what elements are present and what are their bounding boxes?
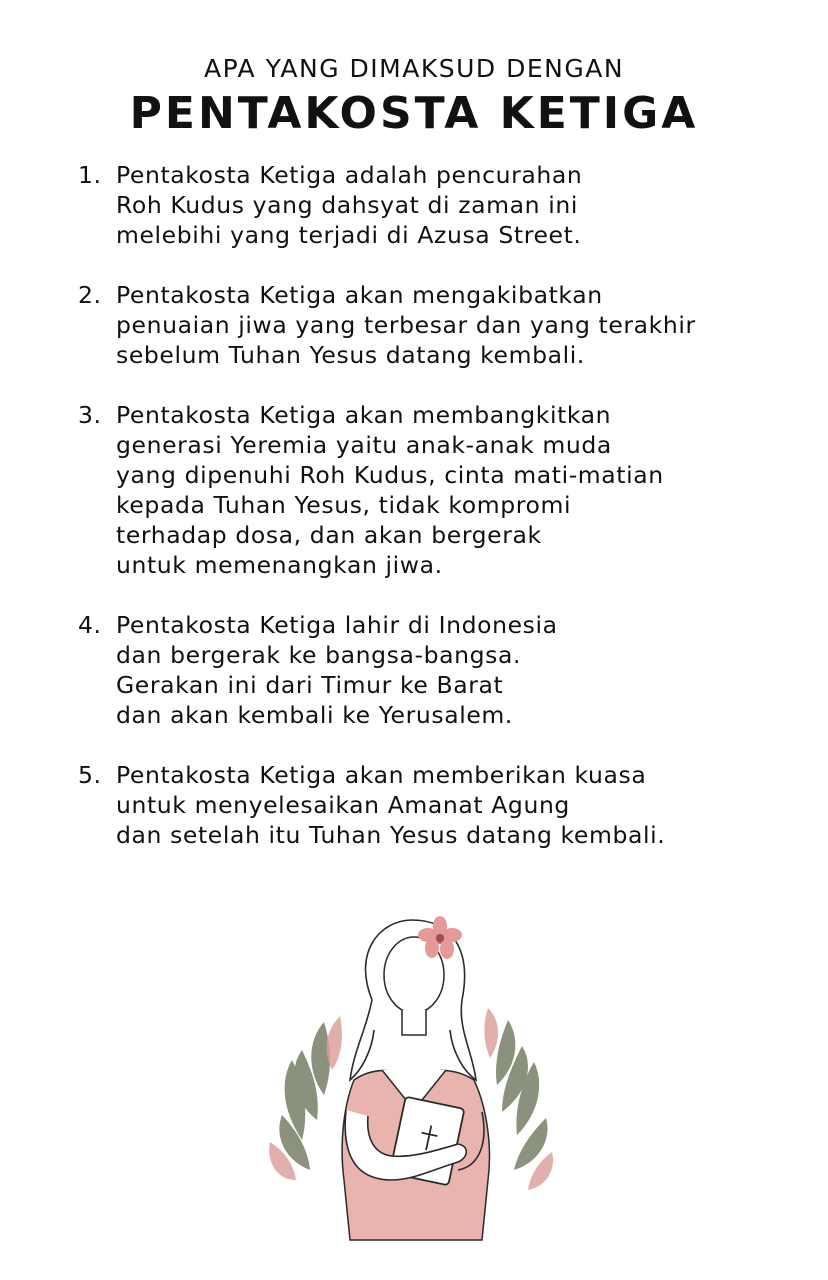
item-number: 5. [78, 761, 102, 789]
item-line: Pentakosta Ketiga adalah pencurahan [116, 161, 583, 189]
item-line: dan bergerak ke bangsa-bangsa. [116, 641, 522, 669]
item-line: melebihi yang terjadi di Azusa Street. [116, 221, 582, 249]
item-line: untuk menyelesaikan Amanat Agung [116, 791, 570, 819]
item-line: yang dipenuhi Roh Kudus, cinta mati-matian [116, 461, 664, 489]
list-item [78, 610, 798, 730]
woman-holding-bible-illustration [262, 880, 562, 1250]
points-list [78, 160, 798, 880]
item-line: Pentakosta Ketiga akan membangkitkan [116, 401, 612, 429]
item-text [116, 610, 558, 730]
item-line: dan setelah itu Tuhan Yesus datang kembali. [116, 821, 666, 849]
item-number: 1. [78, 161, 102, 189]
item-line: kepada Tuhan Yesus, tidak kompromi [116, 491, 572, 519]
item-text [116, 160, 582, 250]
item-line: penuaian jiwa yang terbesar dan yang terakhir [116, 311, 696, 339]
list-item [78, 280, 798, 370]
list-item [78, 400, 798, 580]
item-line: Pentakosta Ketiga akan mengakibatkan [116, 281, 603, 309]
item-number: 3. [78, 401, 102, 429]
item-line: sebelum Tuhan Yesus datang kembali. [116, 341, 585, 369]
item-line: terhadap dosa, dan akan bergerak [116, 521, 542, 549]
leaf-right-icon [496, 1020, 547, 1170]
page-title: PENTAKOSTA KETIGA [129, 88, 699, 139]
item-line: Pentakosta Ketiga akan memberikan kuasa [116, 761, 647, 789]
list-item [78, 760, 798, 850]
item-line: Roh Kudus yang dahsyat di zaman ini [116, 191, 578, 219]
page-subtitle: APA YANG DIMAKSUD DENGAN [203, 54, 625, 83]
item-line: dan akan kembali ke Yerusalem. [116, 701, 513, 729]
item-number: 4. [78, 611, 102, 639]
item-text [116, 280, 696, 370]
item-line: generasi Yeremia yaitu anak-anak muda [116, 431, 612, 459]
item-line: untuk memenangkan jiwa. [116, 551, 443, 579]
item-line: Pentakosta Ketiga lahir di Indonesia [116, 611, 558, 639]
item-text [116, 760, 665, 850]
leaf-left-icon [279, 1022, 330, 1170]
item-number: 2. [78, 281, 102, 309]
item-line: Gerakan ini dari Timur ke Barat [116, 671, 504, 699]
list-item [78, 160, 798, 250]
item-text [116, 400, 664, 580]
